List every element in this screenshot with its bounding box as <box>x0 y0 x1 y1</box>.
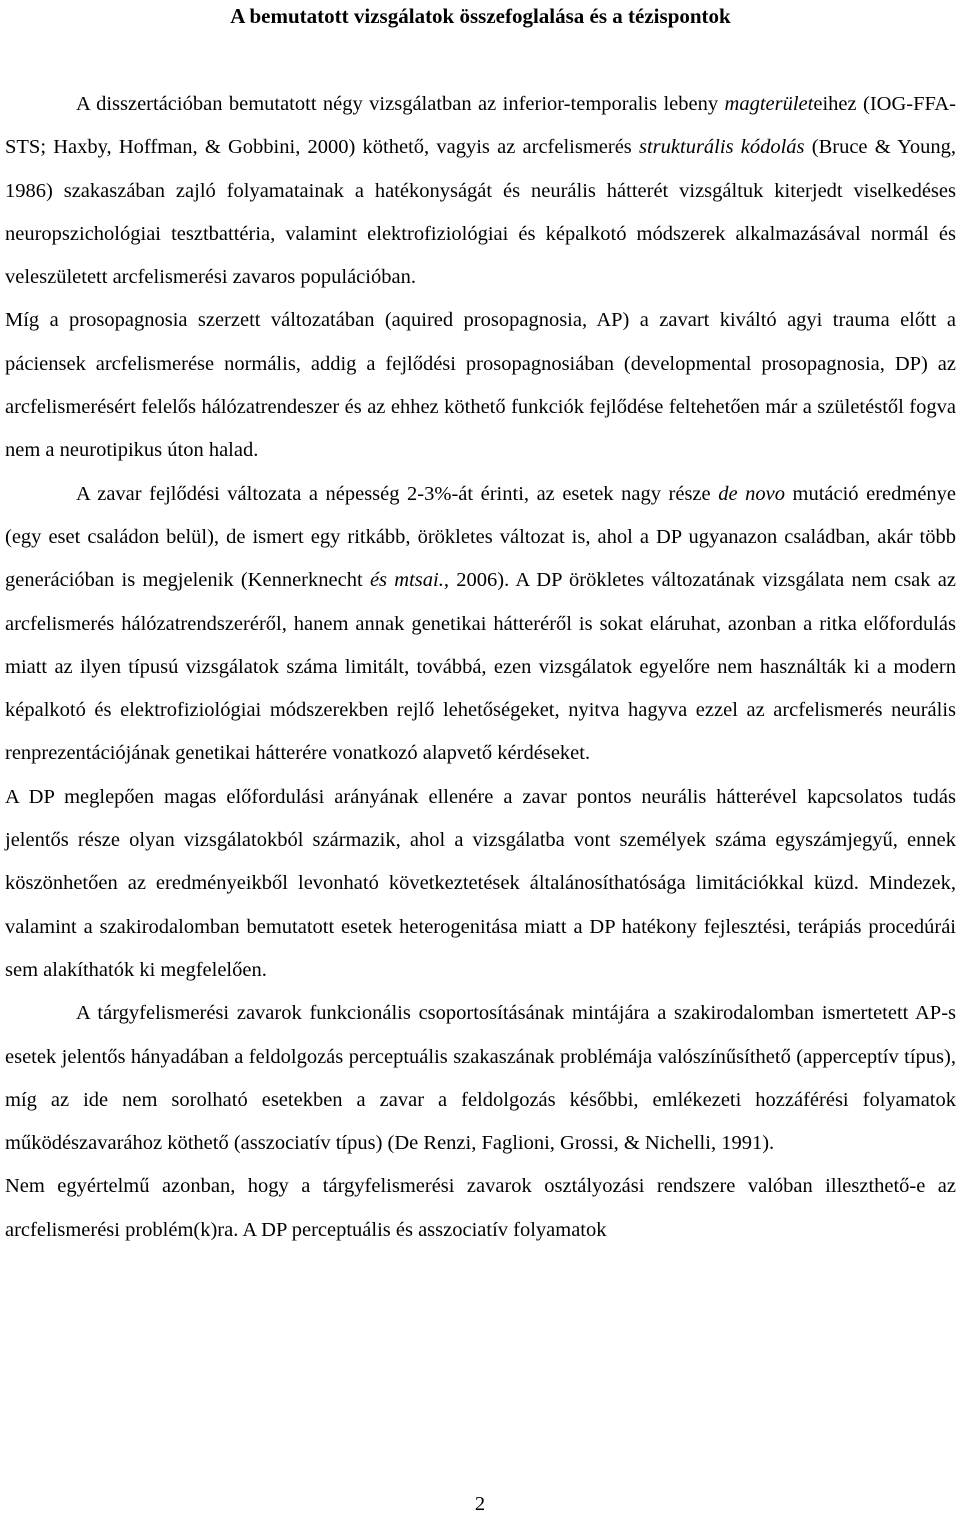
paragraph-object-recognition: A tárgyfelismerési zavarok funkcionális csoportosításának mintájára a szakirodalomban ismertetett AP-s esetek jelentős hányadában a feldolgozás perceptuális szakaszának problémája valószínűsíthető (apperceptív típus), míg az ide nem sorolható esetekben a zavar a feldolgozás későbbi, emlékezeti hozzáférési folyamatok működészavarához köthető (asszociatív típus) (De Renzi, Faglioni, Grossi, & Nichelli, 1991). <box>5 1002 956 1155</box>
paragraph-text: mutáció eredménye (egy eset családon belül), de ismert egy ritkább, örökletes változat is, ahol a DP ugyanazon családban, akár több generációban is megjelenik (Kennerknecht <box>5 482 957 592</box>
document-page <box>5 0 956 1252</box>
paragraph-inherited-dp <box>5 473 956 776</box>
italic-term: és mtsai. <box>369 569 444 592</box>
paragraph-text: (Bruce & Young, 1986) szakaszában zajló folyamatainak a hatékonyságát és neurális hátterét vizsgáltuk kiterjedt viselkedéses neuropszichológiai tesztbattéria, valamint elektrofiziológiai és képalkotó módszerek alkalmazásával normál és veleszületett arcfelismerési zavaros populációban. <box>5 136 956 289</box>
paragraph-text: , 2006). A DP örökletes változatának vizsgálata nem csak az arcfelismerés hálózatrendszeréről, hanem annak genetikai hátteréről is sokat eláruhat, azonban a ritka előfordulás miatt az ilyen típusú vizsgálatok száma limitált, továbbá, ezen vizsgálatok egyelőre nem használták ki a modern képalkotó és elektrofiziológiai módszerekben rejlő lehetőségeket, nyitva hagyva ezzel az arcfelismerés neurális renprezentációjának genetikai hátterére vonatkozó alapvető kérdéseket. <box>5 569 957 765</box>
page-number: 2 <box>474 1493 486 1515</box>
paragraph-prosopagnosia-types: Míg a prosopagnosia szerzett változatában (aquired prosopagnosia, AP) a zavart kiváltó agyi trauma előtt a páciensek arcfelismerése normális, addig a fejlődési prosopagnosiában (developmental prosopagnosia, DP) az arcfelismerésért felelős hálózatrendeszer és az ehhez köthető funkciók fejlődése feltehetően már a születéstől fogva nem a neurotipikus úton halad. <box>5 309 956 462</box>
italic-term: strukturális kódolás <box>639 136 805 159</box>
paragraph-text: A zavar fejlődési változata a népesség 2-3%-át érinti, az esetek nagy része <box>76 482 719 505</box>
paragraph-text: A disszertációban bemutatott négy vizsgálatban az inferior-temporalis lebeny <box>76 93 725 115</box>
italic-term: de novo <box>718 482 785 505</box>
italic-term: magterület <box>724 93 814 115</box>
paragraph-text: eihez (IOG-FFA-STS; Haxby, Hoffman, & Gobbini, 2000) köthető, vagyis az arcfelismerés <box>5 93 956 159</box>
paragraph-classification: Nem egyértelmű azonban, hogy a tárgyfelismerési zavarok osztályozási rendszere valóban illeszthető-e az arcfelismerési problém(k)ra. A DP perceptuális és asszociatív folyamatok <box>5 1175 956 1241</box>
document-title: A bemutatott vizsgálatok összefoglalása és a tézispontok <box>230 4 731 28</box>
paragraph-intro <box>5 83 956 299</box>
paragraph-dp-prevalence: A DP meglepően magas előfordulási arányának ellenére a zavar pontos neurális hátterével kapcsolatos tudás jelentős része olyan vizsgálatokból származik, ahol a vizsgálatba vont személyek száma egyszámjegyű, ennek köszönhetően az eredményeikből levonható következtetések általánosíthatósága limitációkkal küzd. Mindezek, valamint a szakirodalomban bemutatott esetek heterogenitása miatt a DP hatékony fejlesztési, terápiás procedúrái sem alakíthatók ki megfelelően. <box>5 785 956 981</box>
